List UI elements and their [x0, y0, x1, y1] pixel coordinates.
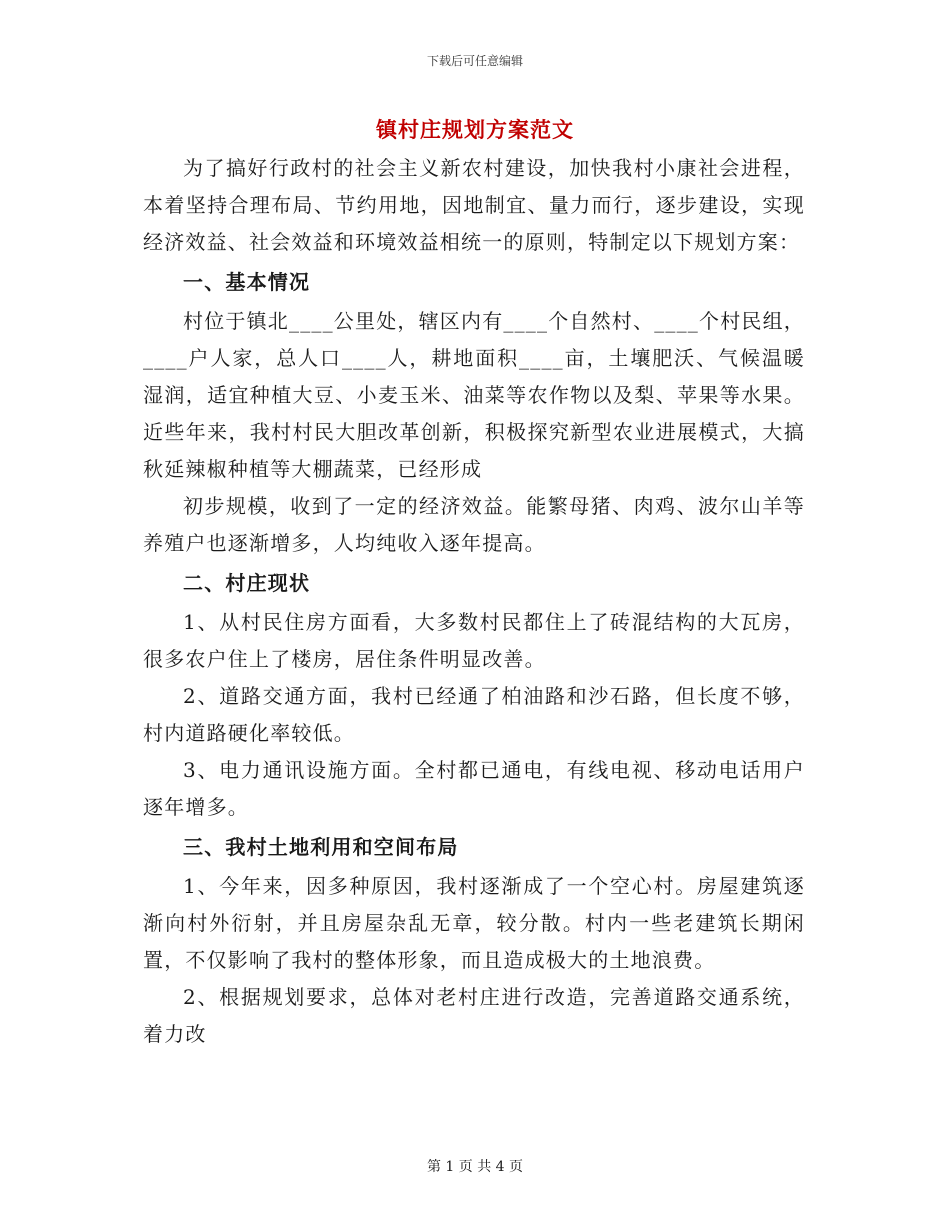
section-heading-village-status: 二、村庄现状	[183, 571, 311, 595]
document-title: 镇村庄规划方案范文	[376, 117, 574, 142]
body-paragraph: 3、电力通讯设施方面。全村都已通电，有线电视、移动电话用户逐年增多。	[143, 758, 805, 819]
section-heading-land-use: 三、我村土地利用和空间布局	[183, 835, 459, 859]
body-paragraph: 2、道路交通方面，我村已经通了柏油路和沙石路，但长度不够，村内道路硬化率较低。	[143, 684, 805, 745]
body-paragraph: 1、从村民住房方面看，大多数村民都住上了砖混结构的大瓦房，很多农户住上了楼房，居住条件明显改善。	[143, 610, 805, 671]
body-paragraph: 村位于镇北____公里处，辖区内有____个自然村、____个村民组，____户人家，总人口____人，耕地面积____亩，土壤肥沃、气候温暖湿润，适宜种植大豆、小麦玉米、油菜等农作物以及梨、苹果等水果。近些年来，我村村民大胆改革创新，积极探究新型农业进展模式，大搞秋延辣椒种植等大棚蔬菜，已经形成	[143, 309, 805, 481]
intro-paragraph: 为了搞好行政村的社会主义新农村建设，加快我村小康社会进程，本着坚持合理布局、节约用地，因地制宜、量力而行，逐步建设，实现经济效益、社会效益和环境效益相统一的原则，特制定以下规划方案：	[143, 156, 805, 254]
body-paragraph: 1、今年来，因多种原因，我村逐渐成了一个空心村。房屋建筑逐渐向村外衍射，并且房屋杂乱无章，较分散。村内一些老建筑长期闲置，不仅影响了我村的整体形象，而且造成极大的土地浪费。	[143, 874, 805, 972]
document-body	[143, 150, 805, 1053]
body-paragraph: 初步规模，收到了一定的经济效益。能繁母猪、肉鸡、波尔山羊等养殖户也逐渐增多，人均纯收入逐年提高。	[143, 494, 805, 555]
body-paragraph: 2、根据规划要求，总体对老村庄进行改造，完善道路交通系统，着力改	[143, 985, 805, 1046]
page-number-footer: 第 1 页 共 4 页	[426, 1159, 524, 1175]
header-note: 下载后可任意编辑	[426, 54, 523, 68]
section-heading-basic-info: 一、基本情况	[183, 270, 311, 294]
